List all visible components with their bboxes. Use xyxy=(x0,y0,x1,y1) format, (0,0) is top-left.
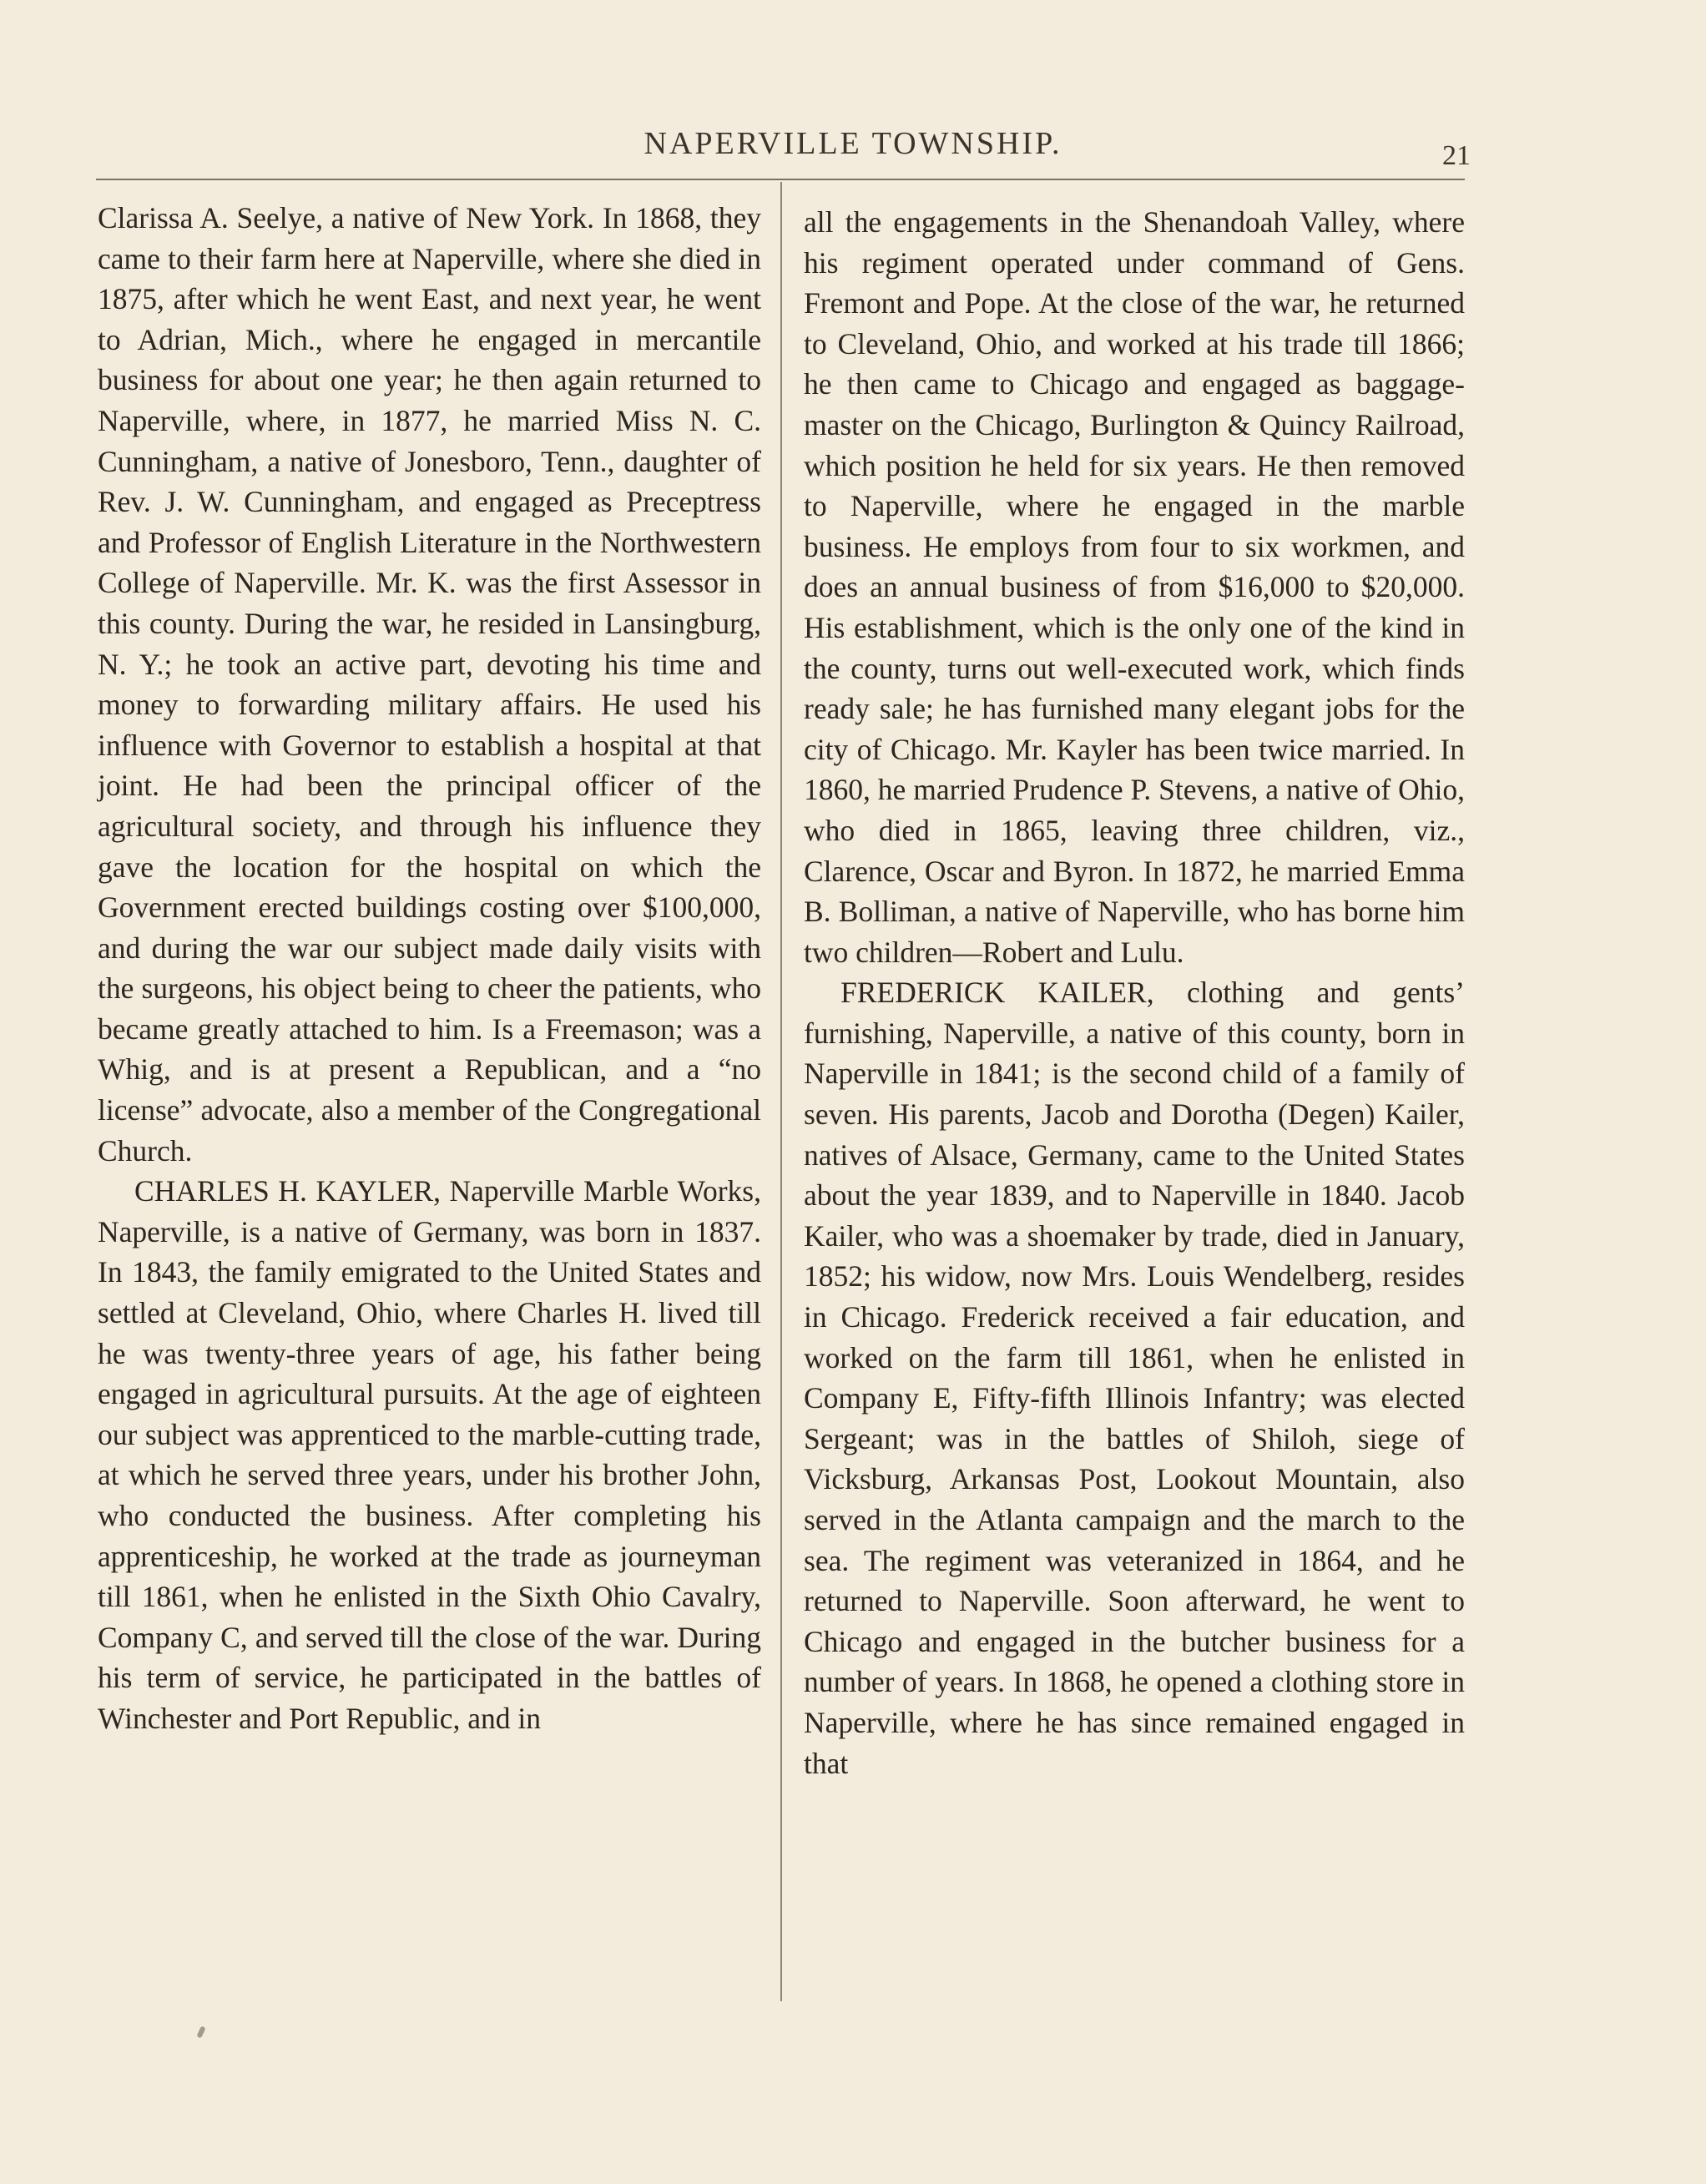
column-divider xyxy=(780,182,782,2001)
paragraph-kayler-continued: all the engagements in the Shenandoah Valley, where his regiment operated under command of Gens. Fremont and Pope. At the close of the war, he returned to Cleveland, Ohio, and worked at his trade till 1866; he then came to Chicago and engaged as baggage-master on the Chicago, Burlington & Quincy Railroad, which position he held for six years. He then removed to Naperville, where he engaged in the marble business. He employs from four to six workmen, and does an annual business of from $16,000 to $20,000. His establishment, which is the only one of the kind in the county, turns out well-executed work, which finds ready sale; he has furnished many elegant jobs for the city of Chicago. Mr. Kayler has been twice married. In 1860, he married Prudence P. Stevens, a native of Ohio, who died in 1865, leaving three children, viz., Clarence, Oscar and Byron. In 1872, he married Emma B. Bolliman, a native of Naperville, who has borne him two children—Robert and Lulu. xyxy=(804,205,1465,969)
paragraph-continued-seelye: Clarissa A. Seelye, a native of New York. In 1868, they came to their farm here at Naperville, where she died in 1875, after which he went East, and next year, he went to Adrian, Mich., where he engaged in mercantile business for about one year; he then again returned to Naperville, where, in 1877, he married Miss N. C. Cunningham, a native of Jonesboro, Tenn., daughter of Rev. J. W. Cunningham, and engaged as Preceptress and Professor of English Literature in the Northwestern College of Naperville. Mr. K. was the first Assessor in this county. During the war, he resided in Lansingburg, N. Y.; he took an active part, devoting his time and money to forwarding military affairs. He used his influence with Governor to establish a hospital at that joint. He had been the principal officer of the agricultural society, and through his influence they gave the location for the hospital on which the Government erected buildings costing over $100,000, and during the war our subject made daily visits with the surgeons, his object being to cheer the patients, who became greatly attached to him. Is a Freemason; was a Whig, and is at present a Republican, and a “no license” advocate, also a member of the Congregational Church. xyxy=(98,201,761,1168)
left-column xyxy=(98,198,761,1739)
paragraph-charles-kayler: CHARLES H. KAYLER, Naperville Marble Works, Naperville, is a native of Germany, was born in 1837. In 1843, the family emigrated to the United States and settled at Cleveland, Ohio, where Charles H. lived till he was twenty-three years of age, his father being engaged in agricultural pursuits. At the age of eighteen our subject was apprenticed to the marble-cutting trade, at which he served three years, under his brother John, who conducted the business. After completing his apprenticeship, he worked at the trade as journeyman till 1861, when he enlisted in the Sixth Ohio Cavalry, Company C, and served till the close of the war. During his term of service, he participated in the battles of Winchester and Port Republic, and in xyxy=(98,1174,761,1735)
right-column xyxy=(804,202,1465,1783)
running-head: NAPERVILLE TOWNSHIP. xyxy=(644,126,1062,161)
page-number: 21 xyxy=(1442,140,1471,171)
paragraph-frederick-kailer: FREDERICK KAILER, clothing and gents’ furnishing, Naperville, a native of this county, born in Naperville in 1841; is the second child of a family of seven. His parents, Jacob and Dorotha (Degen) Kailer, natives of Alsace, Germany, came to the United States about the year 1839, and to Naperville in 1840. Jacob Kailer, who was a shoemaker by trade, died in January, 1852; his widow, now Mrs. Louis Wendelberg, resides in Chicago. Frederick received a fair education, and worked on the farm till 1861, when he enlisted in Company E, Fifty-fifth Illinois Infantry; was elected Sergeant; was in the battles of Shiloh, siege of Vicksburg, Arkansas Post, Lookout Mountain, also served in the Atlanta campaign and the march to the sea. The regiment was veteranized in 1864, and he returned to Naperville. Soon afterward, he went to Chicago and engaged in the butcher business for a number of years. In 1868, he opened a clothing store in Naperville, where he has since remained engaged in that xyxy=(804,976,1465,1780)
ink-speck xyxy=(196,2025,205,2038)
header-rule xyxy=(96,179,1465,180)
